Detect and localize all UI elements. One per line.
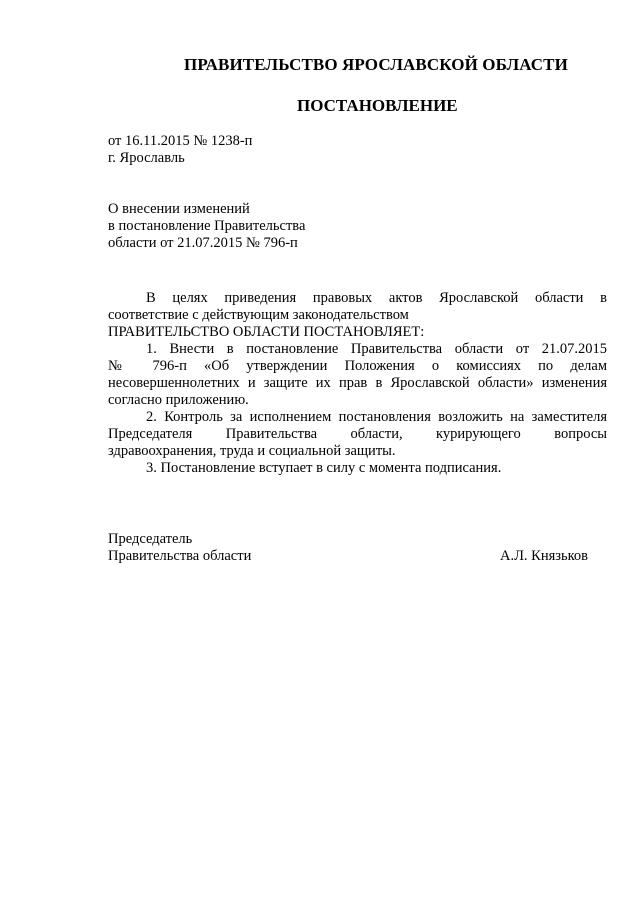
subject-line: области от 21.07.2015 № 796-п [108, 235, 298, 251]
document-type-heading: ПОСТАНОВЛЕНИЕ [297, 96, 458, 115]
item-2-line: Председателя Правительства области, курирующего вопросы [108, 426, 607, 442]
signatory-position: Правительства области [108, 548, 252, 564]
signatory-position: Председатель [108, 531, 193, 547]
item-1-line: несовершеннолетних и защите их прав в Ярославской области» изменения [108, 375, 607, 391]
resolves-line: ПРАВИТЕЛЬСТВО ОБЛАСТИ ПОСТАНОВЛЯЕТ: [108, 324, 425, 340]
document-subject [108, 201, 305, 252]
signatory-name: А.Л. Князьков [499, 548, 588, 564]
date-number: от 16.11.2015 № 1238-п [108, 133, 253, 149]
item-3-line: 3. Постановление вступает в силу с момента подписания. [146, 460, 502, 476]
subject-line: О внесении изменений [108, 201, 250, 217]
item-1-line: 1. Внести в постановление Правительства области от 21.07.2015 [146, 341, 607, 357]
city: г. Ярославль [108, 150, 185, 166]
item-2-line: 2. Контроль за исполнением постановления возложить на заместителя [146, 409, 607, 425]
item-1-line: согласно приложению. [108, 392, 249, 408]
subject-line: в постановление Правительства [108, 218, 306, 234]
signature-row [108, 548, 588, 565]
item-2-line: здравоохранения, труда и социальной защиты. [108, 443, 396, 459]
signature-block [108, 531, 588, 565]
intro-line: В целях приведения правовых актов Ярославской области в [146, 290, 607, 306]
intro-line: соответствие с действующим законодательством [108, 307, 409, 323]
document-meta [108, 133, 252, 167]
item-1-line: № 796-п «Об утверждении Положения о комиссиях по делам [108, 358, 607, 374]
organization-title: ПРАВИТЕЛЬСТВО ЯРОСЛАВСКОЙ ОБЛАСТИ [184, 55, 568, 74]
document-body [108, 290, 607, 477]
